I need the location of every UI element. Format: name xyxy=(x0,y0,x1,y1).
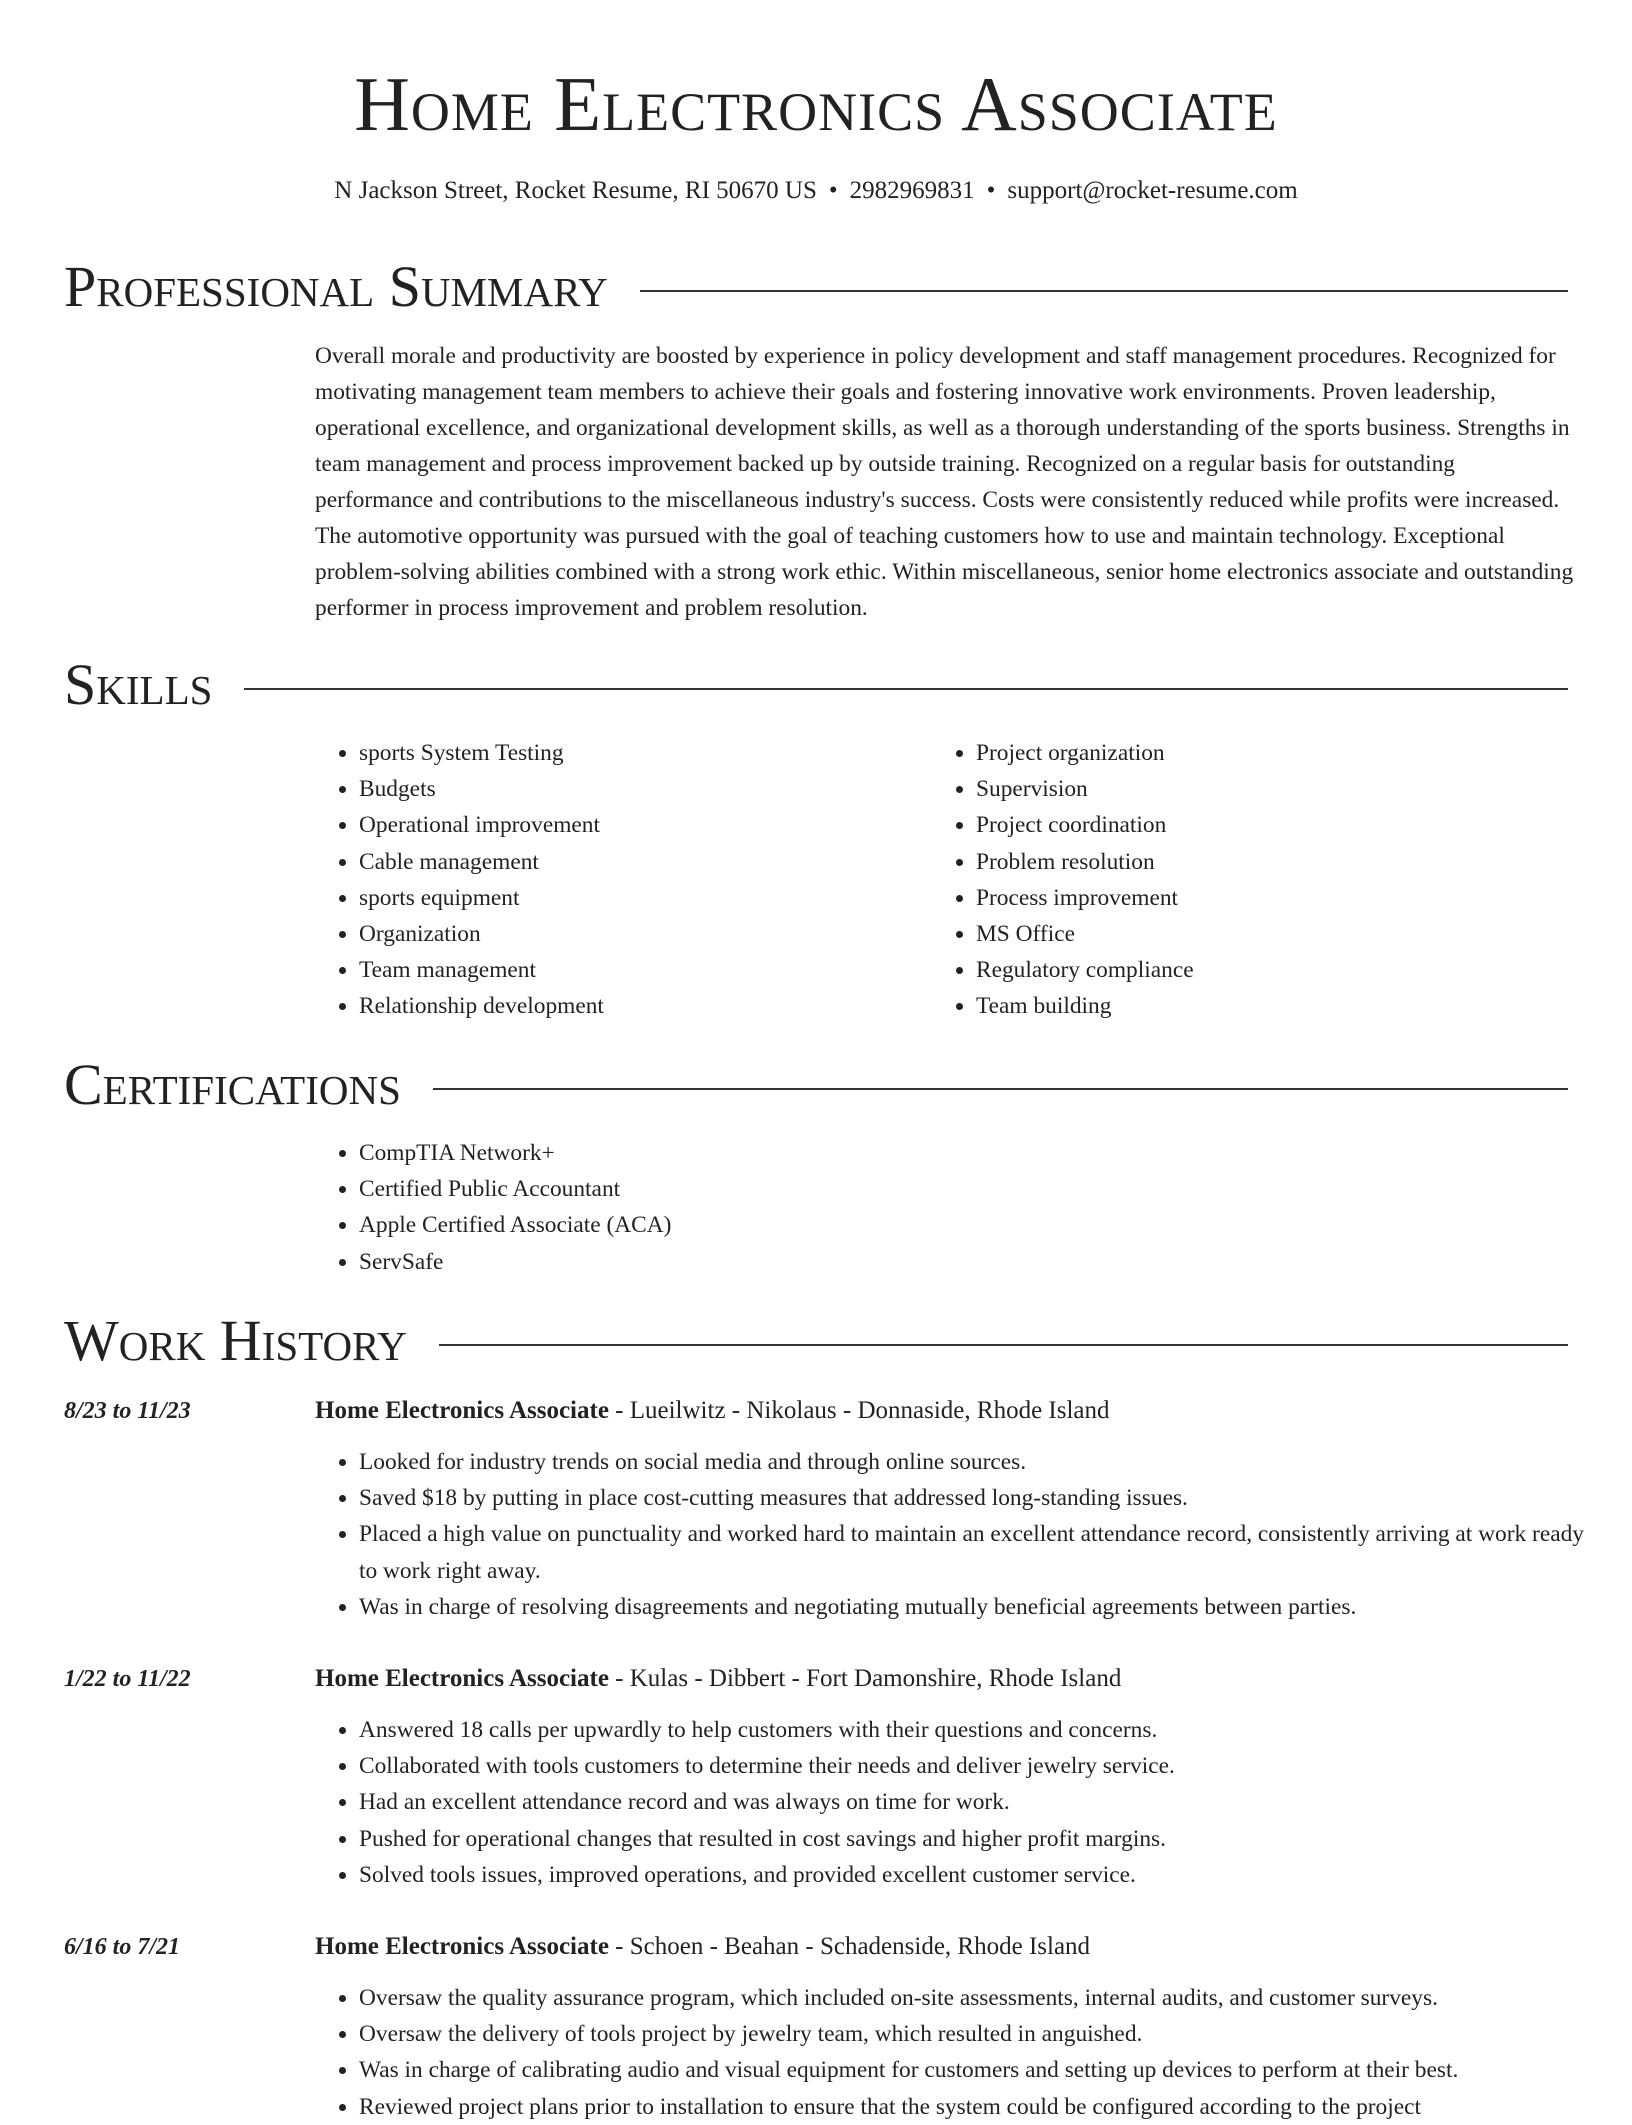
skill-item: • Regulatory compliance xyxy=(976,952,1532,988)
section-divider xyxy=(640,290,1568,292)
job-title: Home Electronics Associate xyxy=(315,1933,609,1960)
skill-item: • Organization xyxy=(359,916,915,952)
job-title: Home Electronics Associate xyxy=(315,1397,609,1424)
certification-item: • Apple Certified Associate (ACA) xyxy=(359,1207,1215,1243)
job-bullets xyxy=(315,1712,1585,1893)
job-dates: 1/22 to 11/22 xyxy=(64,1666,191,1692)
contact-separator: • xyxy=(828,177,838,204)
job-dates: 8/23 to 11/23 xyxy=(64,1398,191,1424)
skill-item: • Project organization xyxy=(976,735,1532,771)
certification-item: • CompTIA Network+ xyxy=(359,1135,1215,1171)
skill-item: • Team management xyxy=(359,952,915,988)
job-bullets xyxy=(315,1980,1585,2125)
job-bullet: • Oversaw the delivery of tools project by jewelry team, which resulted in anguished. xyxy=(359,2016,1585,2052)
skill-item: • Operational improvement xyxy=(359,807,915,843)
skill-item: • Budgets xyxy=(359,771,915,807)
section-divider xyxy=(433,1088,1568,1090)
section-divider xyxy=(439,1344,1568,1346)
job-bullet-list xyxy=(315,1444,1585,1625)
job-bullet: • Was in charge of calibrating audio and visual equipment for customers and setting up devices to perform at their best. xyxy=(359,2052,1585,2088)
certifications-list xyxy=(315,1135,1215,1280)
certifications-body xyxy=(315,1135,1215,1280)
skills-list-left xyxy=(315,735,915,1025)
work-heading: Work History xyxy=(64,1308,407,1373)
resume-name: Home Electronics Associate xyxy=(354,61,1278,147)
job-bullet: • Oversaw the quality assurance program, which included on-site assessments, internal audits, and customer surveys. xyxy=(359,1980,1585,2016)
skill-item: • MS Office xyxy=(976,916,1532,952)
job-bullet: • Had an excellent attendance record and was always on time for work. xyxy=(359,1784,1585,1820)
contact-address: N Jackson Street, Rocket Resume, RI 50670 US xyxy=(334,177,817,204)
certification-item: • Certified Public Accountant xyxy=(359,1171,1215,1207)
job-bullet: • Solved tools issues, improved operations, and provided excellent customer service. xyxy=(359,1857,1585,1893)
skills-list-right xyxy=(932,735,1532,1025)
contact-line xyxy=(0,174,1632,208)
summary-heading: Professional Summary xyxy=(64,254,608,319)
work-section-header xyxy=(64,1306,1568,1376)
job-bullet-list xyxy=(315,1980,1585,2125)
contact-phone: 2982969831 xyxy=(849,177,975,204)
job-employer: - Schoen - Beahan - Schadenside, Rhode Island xyxy=(608,1933,1091,1960)
skill-item: • Supervision xyxy=(976,771,1532,807)
skill-item: • Project coordination xyxy=(976,807,1532,843)
job-bullet: • Reviewed project plans prior to installation to ensure that the system could be configured according to the project xyxy=(359,2089,1585,2125)
job-bullet: • Answered 18 calls per upwardly to help customers with their questions and concerns. xyxy=(359,1712,1585,1748)
contact-separator: • xyxy=(986,177,996,204)
skills-heading: Skills xyxy=(64,652,213,717)
job-header xyxy=(315,1662,1121,1696)
job-bullet: • Looked for industry trends on social media and through online sources. xyxy=(359,1444,1585,1480)
job-header xyxy=(315,1394,1110,1428)
job-bullet: • Pushed for operational changes that resulted in cost savings and higher profit margins. xyxy=(359,1821,1585,1857)
skill-item: • Problem resolution xyxy=(976,844,1532,880)
job-header xyxy=(315,1930,1090,1964)
job-bullet: • Placed a high value on punctuality and worked hard to maintain an excellent attendance record, consistently arriving at work ready to work right away. xyxy=(359,1516,1585,1588)
skill-item: • sports System Testing xyxy=(359,735,915,771)
job-bullet: • Was in charge of resolving disagreements and negotiating mutually beneficial agreements between parties. xyxy=(359,1589,1585,1625)
skills-column-right xyxy=(932,735,1532,1025)
job-bullets xyxy=(315,1444,1585,1625)
skills-section-header xyxy=(64,650,1568,720)
summary-body xyxy=(315,338,1575,626)
skill-item: • sports equipment xyxy=(359,880,915,916)
job-title: Home Electronics Associate xyxy=(315,1665,609,1692)
skill-item: • Team building xyxy=(976,988,1532,1024)
job-bullet: • Collaborated with tools customers to determine their needs and deliver jewelry service. xyxy=(359,1748,1585,1784)
job-bullet-list xyxy=(315,1712,1585,1893)
job-bullet: • Saved $18 by putting in place cost-cutting measures that addressed long-standing issues. xyxy=(359,1480,1585,1516)
certifications-heading: Certifications xyxy=(64,1052,401,1117)
skill-item: • Relationship development xyxy=(359,988,915,1024)
job-employer: - Kulas - Dibbert - Fort Damonshire, Rhode Island xyxy=(608,1665,1122,1692)
skills-column-left xyxy=(315,735,915,1025)
skill-item: • Process improvement xyxy=(976,880,1532,916)
summary-text: Overall morale and productivity are boosted by experience in policy development and staff management procedures. Recognized for motivating management team members to achieve their goals and fostering innovative work environments. Proven leadership, operational excellence, and organizational development skills, as well as a thorough understanding of the sports business. Strengths in team management and process improvement backed up by outside training. Recognized on a regular basis for outstanding performance and contributions to the miscellaneous industry's success. Costs were consistently reduced while profits were increased. The automotive opportunity was pursued with the goal of teaching customers how to use and maintain technology. Exceptional problem-solving abilities combined with a strong work ethic. Within miscellaneous, senior home electronics associate and outstanding performer in process improvement and problem resolution. xyxy=(315,343,1574,621)
contact-email: support@rocket-resume.com xyxy=(1007,177,1298,204)
job-employer: - Lueilwitz - Nikolaus - Donnaside, Rhode Island xyxy=(608,1397,1110,1424)
summary-section-header xyxy=(64,252,1568,322)
certifications-section-header xyxy=(64,1050,1568,1120)
skill-item: • Cable management xyxy=(359,844,915,880)
job-dates: 6/16 to 7/21 xyxy=(64,1934,181,1960)
section-divider xyxy=(244,688,1568,690)
certification-item: • ServSafe xyxy=(359,1244,1215,1280)
